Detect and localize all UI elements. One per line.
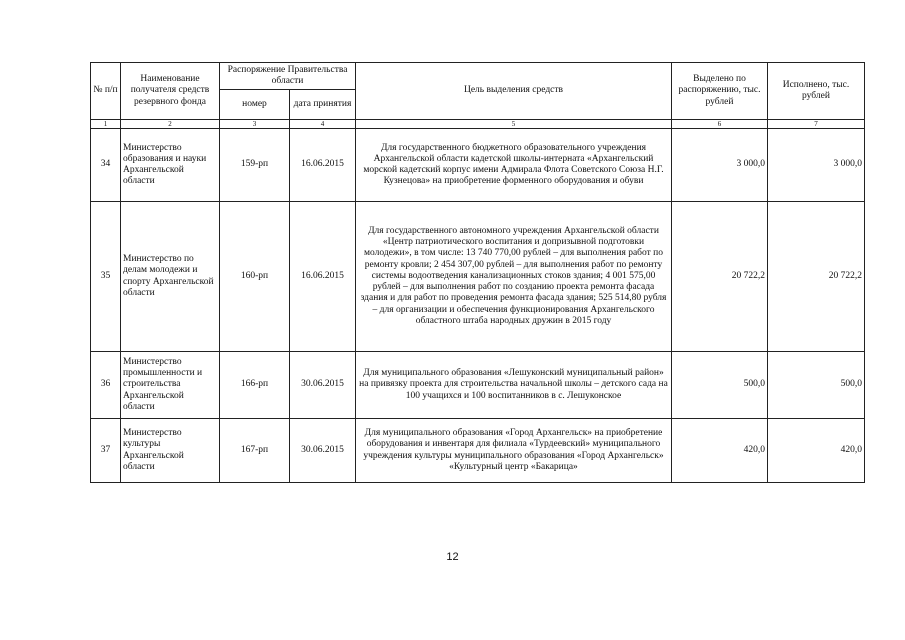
header-order-group: Распоряжение Правительства области <box>220 63 356 90</box>
row-executed: 500,0 <box>768 352 865 419</box>
row-num: 37 <box>91 419 121 483</box>
row-allocated: 20 722,2 <box>672 202 768 352</box>
row-num: 35 <box>91 202 121 352</box>
row-recipient: Министерство образования и науки Архангельской области <box>121 129 220 202</box>
reserve-fund-table <box>90 62 865 483</box>
column-number: 2 <box>121 120 220 129</box>
header-num: № п/п <box>91 63 121 120</box>
row-num: 34 <box>91 129 121 202</box>
row-order-date: 30.06.2015 <box>290 352 356 419</box>
header-recipient: Наименование получателя средств резервного фонда <box>121 63 220 120</box>
row-num: 36 <box>91 352 121 419</box>
column-number-row <box>91 120 865 129</box>
table-row <box>91 202 865 352</box>
column-number: 1 <box>91 120 121 129</box>
row-order-date: 30.06.2015 <box>290 419 356 483</box>
row-recipient: Министерство по делам молодежи и спорту Архангельской области <box>121 202 220 352</box>
row-allocated: 3 000,0 <box>672 129 768 202</box>
row-purpose: Для муниципального образования «Лешуконский муниципальный район» на привязку проекта для строительства начальной школы – детского сада на 100 учащихся и 100 воспитанников в с. Лешуконское <box>356 352 672 419</box>
row-recipient: Министерство культуры Архангельской области <box>121 419 220 483</box>
row-recipient: Министерство промышленности и строительства Архангельской области <box>121 352 220 419</box>
column-number: 6 <box>672 120 768 129</box>
row-executed: 20 722,2 <box>768 202 865 352</box>
row-allocated: 420,0 <box>672 419 768 483</box>
header-row-1 <box>91 63 865 90</box>
table-row <box>91 129 865 202</box>
header-executed: Исполнено, тыс. рублей <box>768 63 865 120</box>
row-allocated: 500,0 <box>672 352 768 419</box>
row-order-date: 16.06.2015 <box>290 129 356 202</box>
row-purpose: Для государственного бюджетного образовательного учреждения Архангельской области кадетской школы-интерната «Архангельский морской кадетский корпус имени Адмирала Флота Советского Союза Н.Г. Кузнецова» на приобретение форменного оборудования и обуви <box>356 129 672 202</box>
column-number: 7 <box>768 120 865 129</box>
row-purpose: Для муниципального образования «Город Архангельск» на приобретение оборудования и инвентаря для филиала «Турдеевский» муниципального учреждения культуры муниципального образования «Город Архангельск» «Культурный центр «Бакарица» <box>356 419 672 483</box>
row-purpose: Для государственного автономного учреждения Архангельской области «Центр патриотического воспитания и допризывной подготовки молодежи», в том числе: 13 740 770,00 рублей – для выполнения работ по ремонту кровли; 2 454 307,00 рублей – для выполнения работ по ремонту системы водоотведения канализационных стоков здания; 4 001 575,00 рублей – для выполнения работ по созданию проекта ремонта фасада здания и для работ по проведения ремонта фасада здания; 525 514,80 рубля – для организации и обеспечения функционирования Архангельского областного штаба народных дружин в 2015 году <box>356 202 672 352</box>
row-order-number: 167-рп <box>220 419 290 483</box>
row-order-number: 160-рп <box>220 202 290 352</box>
column-number: 3 <box>220 120 290 129</box>
header-order-number: номер <box>220 90 290 120</box>
row-order-number: 166-рп <box>220 352 290 419</box>
column-number: 5 <box>356 120 672 129</box>
header-allocated: Выделено по распоряжению, тыс. рублей <box>672 63 768 120</box>
table-row <box>91 352 865 419</box>
row-executed: 420,0 <box>768 419 865 483</box>
page-number: 12 <box>446 551 459 563</box>
row-executed: 3 000,0 <box>768 129 865 202</box>
column-number: 4 <box>290 120 356 129</box>
row-order-number: 159-рп <box>220 129 290 202</box>
header-order-date: дата принятия <box>290 90 356 120</box>
table-row <box>91 419 865 483</box>
header-purpose: Цель выделения средств <box>356 63 672 120</box>
row-order-date: 16.06.2015 <box>290 202 356 352</box>
